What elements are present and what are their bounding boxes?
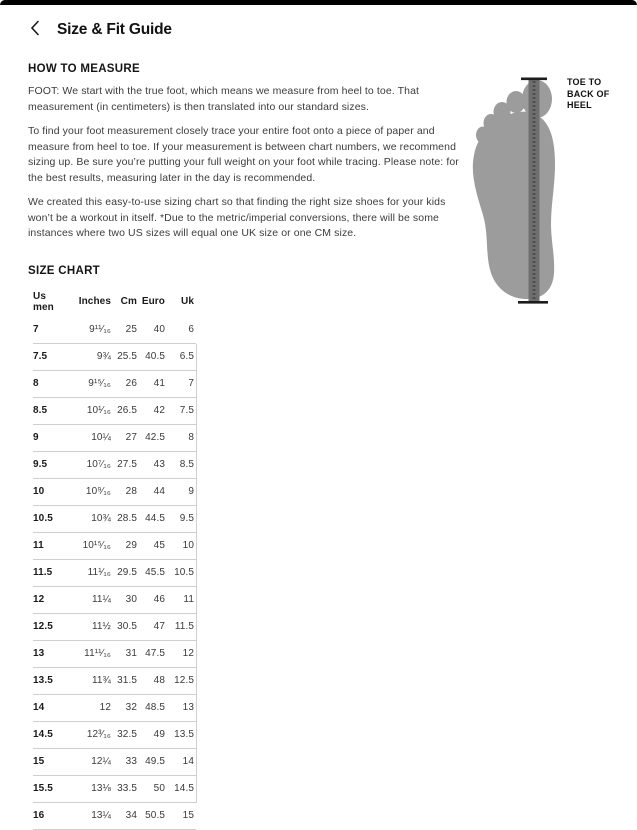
cell-inches: 10¹⁄₁₆ (86, 405, 111, 416)
cell-cm: 27 (125, 432, 137, 443)
cell-cm: 26.5 (117, 405, 137, 416)
main-content (28, 63, 470, 830)
cell-cm: 30.5 (117, 621, 137, 632)
cell-euro: 42 (153, 405, 165, 416)
cell-euro: 41 (153, 378, 165, 389)
cell-cm: 28 (125, 486, 137, 497)
cell-us-men: 8.5 (33, 405, 48, 416)
cell-euro: 45 (153, 540, 165, 551)
table-row (33, 479, 196, 506)
cell-us-men: 12 (33, 594, 45, 605)
table-row (33, 371, 196, 398)
cell-euro: 47 (153, 621, 165, 632)
cell-inches: 10¹⁵⁄₁₆ (82, 540, 111, 551)
cell-inches: 10¼ (91, 432, 111, 443)
app-header (0, 5, 637, 49)
cell-uk: 14.5 (174, 783, 194, 794)
cell-us-men: 14 (33, 702, 45, 713)
cell-cm: 30 (125, 594, 137, 605)
cell-uk: 10.5 (174, 567, 194, 578)
cell-us-men: 9.5 (33, 459, 48, 470)
cell-inches: 12 (99, 702, 111, 713)
cell-inches: 9¾ (96, 351, 111, 362)
cell-uk: 6.5 (179, 351, 194, 362)
cell-inches: 9¹⁵⁄₁₆ (88, 378, 111, 389)
cell-inches: 11¼ (91, 594, 111, 605)
table-row (33, 317, 196, 344)
cell-inches: 13¼ (91, 810, 111, 821)
cell-euro: 43 (153, 459, 165, 470)
table-row (33, 560, 196, 587)
cell-euro: 48.5 (145, 702, 165, 713)
cell-us-men: 14.5 (33, 729, 53, 740)
cell-euro: 44 (153, 486, 165, 497)
toe-to-heel-label: TOE TO BACK OF HEEL (567, 77, 610, 110)
cell-uk: 7 (188, 378, 194, 389)
cell-uk: 8.5 (179, 459, 194, 470)
size-chart-table (33, 287, 196, 830)
cell-us-men: 10.5 (33, 513, 53, 524)
cell-cm: 33 (125, 756, 137, 767)
cell-cm: 25.5 (117, 351, 137, 362)
table-row (33, 506, 196, 533)
column-header-us-men: Us men (33, 290, 54, 313)
table-row (33, 803, 196, 830)
cell-inches: 10⁷⁄₁₆ (86, 459, 111, 470)
cell-uk: 13 (182, 702, 194, 713)
cell-inches: 9¹¹⁄₁₆ (89, 324, 111, 335)
back-button[interactable] (28, 18, 42, 41)
foot-illustration-icon (468, 296, 618, 313)
table-row (33, 533, 196, 560)
cell-inches: 11¹¹⁄₁₆ (84, 648, 111, 659)
cell-euro: 49.5 (145, 756, 165, 767)
cell-inches: 11½ (91, 621, 111, 632)
cell-cm: 32.5 (117, 729, 137, 740)
cell-inches: 10⁹⁄₁₆ (85, 486, 111, 497)
cell-us-men: 10 (33, 486, 45, 497)
cell-cm: 27.5 (117, 459, 137, 470)
cell-us-men: 13 (33, 648, 45, 659)
table-row (33, 398, 196, 425)
cell-cm: 33.5 (117, 783, 137, 794)
cell-inches: 11¹⁄₁₆ (87, 567, 111, 578)
table-row (33, 425, 196, 452)
column-header-uk: Uk (181, 296, 194, 307)
cell-us-men: 12.5 (33, 621, 53, 632)
table-row (33, 452, 196, 479)
page-title: Size & Fit Guide (57, 20, 172, 38)
cell-uk: 8 (188, 432, 194, 443)
measure-paragraph-chart-note: We created this easy-to-use sizing chart so that finding the right size shoes for your kids won’t be a workout in itself. *Due to the metric/imperial conversions, there will be some instances where two US sizes will equal one UK size or one CM size. (28, 196, 446, 239)
table-row (33, 776, 196, 803)
table-row (33, 749, 196, 776)
cell-euro: 40.5 (145, 351, 165, 362)
cell-euro: 46 (153, 594, 165, 605)
cell-inches: 12³⁄₁₆ (86, 729, 111, 740)
cell-uk: 14 (182, 756, 194, 767)
table-row (33, 641, 196, 668)
cell-euro: 49 (153, 729, 165, 740)
cell-uk: 6 (188, 324, 194, 335)
cell-cm: 31 (125, 648, 137, 659)
table-row (33, 668, 196, 695)
measure-paragraph-foot: FOOT: We start with the true foot, which means we measure from heel to toe. That measurement (in centimeters) is then translated into our standard sizes. (28, 85, 420, 113)
cell-euro: 50.5 (145, 810, 165, 821)
table-header-row (33, 287, 196, 317)
cell-cm: 29 (125, 540, 137, 551)
how-to-measure-heading: HOW TO MEASURE (28, 63, 140, 75)
cell-uk: 7.5 (179, 405, 194, 416)
cell-us-men: 9 (33, 432, 39, 443)
cell-us-men: 11.5 (33, 567, 53, 578)
table-right-border (196, 344, 197, 803)
cell-cm: 28.5 (117, 513, 137, 524)
cell-inches: 10¾ (91, 513, 111, 524)
cell-cm: 29.5 (117, 567, 137, 578)
cell-uk: 15 (182, 810, 194, 821)
table-row (33, 722, 196, 749)
cell-us-men: 7 (33, 324, 39, 335)
cell-euro: 44.5 (145, 513, 165, 524)
cell-cm: 25 (125, 324, 137, 335)
cell-euro: 47.5 (145, 648, 165, 659)
cell-us-men: 13.5 (33, 675, 53, 686)
foot-measure-figure (468, 57, 633, 313)
cell-us-men: 16 (33, 810, 45, 821)
table-row (33, 587, 196, 614)
cell-us-men: 11 (33, 540, 44, 551)
table-row (33, 344, 196, 371)
cell-inches: 11¾ (91, 675, 111, 686)
cell-inches: 13⅛ (91, 783, 111, 794)
cell-cm: 31.5 (117, 675, 137, 686)
cell-uk: 12.5 (174, 675, 194, 686)
cell-uk: 11 (183, 594, 194, 605)
cell-inches: 12¼ (91, 756, 111, 767)
cell-euro: 42.5 (145, 432, 165, 443)
cell-euro: 50 (153, 783, 165, 794)
cell-us-men: 8 (33, 378, 39, 389)
size-chart-heading: SIZE CHART (28, 264, 100, 277)
chevron-left-icon (30, 20, 40, 39)
cell-cm: 32 (125, 702, 137, 713)
column-header-cm: Cm (120, 296, 137, 307)
cell-uk: 9.5 (179, 513, 194, 524)
cell-euro: 45.5 (145, 567, 165, 578)
column-header-inches: Inches (78, 296, 111, 307)
cell-cm: 26 (125, 378, 137, 389)
table-row (33, 614, 196, 641)
cell-euro: 48 (153, 675, 165, 686)
measure-paragraph-trace: To find your foot measurement closely trace your entire foot onto a piece of paper and measure from heel to toe. If your measurement is between chart numbers, we recommend sizing up. Be sure you’re putting your full weight on your foot while tracing. Please note: for the best results, measuring later in the day is recommended. (28, 125, 459, 184)
cell-us-men: 7.5 (33, 351, 48, 362)
cell-uk: 13.5 (174, 729, 194, 740)
column-header-euro: Euro (141, 296, 165, 307)
cell-uk: 9 (188, 486, 194, 497)
cell-uk: 10 (182, 540, 194, 551)
cell-cm: 34 (125, 810, 137, 821)
cell-uk: 11.5 (174, 621, 194, 632)
cell-us-men: 15 (33, 756, 45, 767)
cell-us-men: 15.5 (33, 783, 53, 794)
cell-uk: 12 (182, 648, 194, 659)
table-row (33, 695, 196, 722)
cell-euro: 40 (153, 324, 165, 335)
